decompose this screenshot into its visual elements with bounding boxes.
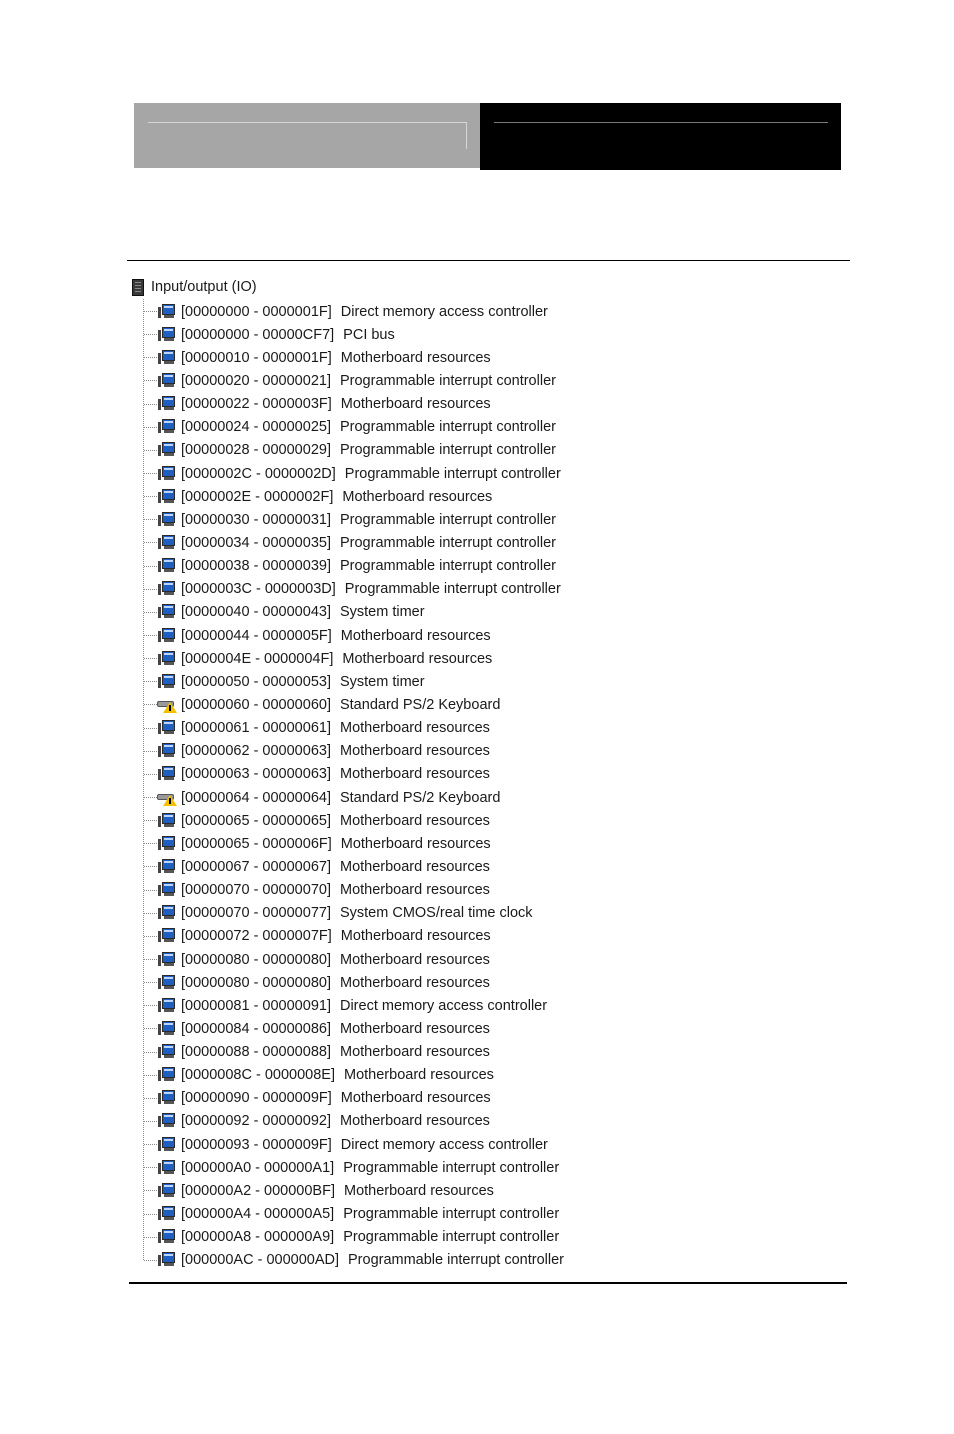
- tree-branch-line: [144, 982, 157, 983]
- system-device-icon: [158, 882, 176, 898]
- system-device-icon: [158, 1183, 176, 1199]
- tree-branch-line: [144, 1075, 157, 1076]
- tree-branch-line: [144, 473, 157, 474]
- system-device-icon: [158, 1229, 176, 1245]
- tree-root-io[interactable]: [132, 277, 257, 297]
- tree-item[interactable]: [127, 323, 564, 346]
- io-range: [00000060 - 00000060]: [181, 696, 331, 713]
- io-range: [00000081 - 00000091]: [181, 997, 331, 1014]
- tree-item[interactable]: [127, 809, 564, 832]
- header-left-banner: [134, 103, 480, 168]
- tree-branch-line: [144, 1167, 157, 1168]
- tree-item[interactable]: [127, 1156, 564, 1179]
- io-range: [00000034 - 00000035]: [181, 534, 331, 551]
- io-range: [00000092 - 00000092]: [181, 1113, 331, 1130]
- device-name: Direct memory access controller: [340, 1136, 548, 1153]
- system-device-icon: [158, 604, 176, 620]
- tree-item[interactable]: [127, 670, 564, 693]
- io-range: [000000AC - 000000AD]: [181, 1252, 339, 1269]
- io-range: [000000A0 - 000000A1]: [181, 1159, 335, 1176]
- tree-branch-line: [144, 820, 157, 821]
- io-range: [00000070 - 00000077]: [181, 905, 331, 922]
- tree-branch-line: [144, 1260, 157, 1261]
- tree-branch-line: [144, 890, 157, 891]
- tree-item[interactable]: [127, 855, 564, 878]
- tree-branch-line: [144, 797, 157, 798]
- system-device-icon: [158, 512, 176, 528]
- device-name: Programmable interrupt controller: [343, 1206, 560, 1223]
- tree-item[interactable]: [127, 832, 564, 855]
- system-device-icon: [158, 581, 176, 597]
- io-range: [000000A8 - 000000A9]: [181, 1229, 335, 1246]
- tree-items: [127, 300, 564, 1272]
- tree-branch-line: [144, 635, 157, 636]
- tree-item[interactable]: [127, 485, 564, 508]
- device-name: Motherboard resources: [339, 951, 490, 968]
- system-device-icon: [158, 928, 176, 944]
- device-name: Programmable interrupt controller: [344, 465, 561, 482]
- tree-branch-line: [144, 1144, 157, 1145]
- system-device-icon: [158, 1137, 176, 1153]
- device-name: PCI bus: [343, 326, 395, 343]
- tree-item[interactable]: [127, 300, 564, 323]
- system-device-icon: [158, 489, 176, 505]
- system-device-icon: [158, 1044, 176, 1060]
- io-range: [00000050 - 00000053]: [181, 673, 331, 690]
- system-device-icon: [158, 1113, 176, 1129]
- tree-branch-line: [144, 427, 157, 428]
- device-name: Standard PS/2 Keyboard: [339, 696, 501, 713]
- system-device-icon: [158, 998, 176, 1014]
- system-device-icon: [158, 975, 176, 991]
- device-name: Motherboard resources: [343, 1182, 494, 1199]
- io-range: [00000065 - 0000006F]: [181, 835, 332, 852]
- tree-branch-line: [144, 1098, 157, 1099]
- io-range: [00000063 - 00000063]: [181, 766, 331, 783]
- device-name: Programmable interrupt controller: [339, 534, 556, 551]
- tree-branch-line: [144, 1005, 157, 1006]
- tree-item[interactable]: [127, 1087, 564, 1110]
- system-device-icon: [158, 836, 176, 852]
- tree-item[interactable]: [127, 439, 564, 462]
- device-manager-tree: [127, 275, 607, 1270]
- tree-item[interactable]: [127, 1110, 564, 1133]
- system-device-icon: [158, 1206, 176, 1222]
- tree-branch-line: [144, 519, 157, 520]
- tree-branch-line: [144, 843, 157, 844]
- tree-item[interactable]: [127, 393, 564, 416]
- device-name: Programmable interrupt controller: [339, 442, 556, 459]
- io-range: [00000070 - 00000070]: [181, 882, 331, 899]
- tree-branch-line: [144, 496, 157, 497]
- tree-branch-line: [144, 1190, 157, 1191]
- device-name: Motherboard resources: [339, 1020, 490, 1037]
- io-range: [00000080 - 00000080]: [181, 974, 331, 991]
- io-range: [0000002E - 0000002F]: [181, 488, 334, 505]
- tree-branch-line: [144, 1121, 157, 1122]
- tree-branch-line: [144, 404, 157, 405]
- device-name: Motherboard resources: [339, 1044, 490, 1061]
- device-name: Motherboard resources: [340, 1090, 491, 1107]
- device-name: Programmable interrupt controller: [344, 581, 561, 598]
- io-range: [0000008C - 0000008E]: [181, 1067, 335, 1084]
- tree-item[interactable]: [127, 624, 564, 647]
- tree-item[interactable]: [127, 693, 564, 716]
- tree-branch-line: [144, 357, 157, 358]
- io-range: [00000010 - 0000001F]: [181, 349, 332, 366]
- io-range: [00000000 - 0000001F]: [181, 303, 332, 320]
- io-range: [00000020 - 00000021]: [181, 372, 331, 389]
- device-name: Motherboard resources: [339, 766, 490, 783]
- device-name: System timer: [339, 673, 425, 690]
- keyboard-warning-icon: [157, 790, 177, 806]
- device-name: Motherboard resources: [339, 812, 490, 829]
- tree-item[interactable]: [127, 647, 564, 670]
- device-name: Motherboard resources: [339, 720, 490, 737]
- tree-branch-line: [144, 959, 157, 960]
- tree-item[interactable]: [127, 1179, 564, 1202]
- io-range: [00000030 - 00000031]: [181, 511, 331, 528]
- io-range: [00000090 - 0000009F]: [181, 1090, 332, 1107]
- io-range: [00000093 - 0000009F]: [181, 1136, 332, 1153]
- tree-item[interactable]: [127, 369, 564, 392]
- device-name: Programmable interrupt controller: [339, 419, 556, 436]
- io-range: [00000040 - 00000043]: [181, 604, 331, 621]
- io-range: [000000A4 - 000000A5]: [181, 1206, 335, 1223]
- io-range: [00000038 - 00000039]: [181, 558, 331, 575]
- tree-item[interactable]: [127, 1226, 564, 1249]
- header-left-decoration: [148, 122, 467, 149]
- tree-branch-line: [144, 1214, 157, 1215]
- system-device-icon: [158, 419, 176, 435]
- tree-item[interactable]: [127, 740, 564, 763]
- system-device-icon: [158, 558, 176, 574]
- tree-item[interactable]: [127, 555, 564, 578]
- device-name: Motherboard resources: [342, 650, 493, 667]
- device-name: Motherboard resources: [339, 1113, 490, 1130]
- tree-root-label: Input/output (IO): [151, 279, 257, 295]
- tree-item[interactable]: [127, 902, 564, 925]
- system-device-icon: [158, 628, 176, 644]
- io-range: [00000061 - 00000061]: [181, 720, 331, 737]
- tree-item[interactable]: [127, 1202, 564, 1225]
- tree-item[interactable]: [127, 462, 564, 485]
- device-name: Motherboard resources: [339, 858, 490, 875]
- device-name: Programmable interrupt controller: [348, 1252, 564, 1269]
- tree-item[interactable]: [127, 786, 564, 809]
- tree-item[interactable]: [127, 346, 564, 369]
- system-device-icon: [158, 1067, 176, 1083]
- tree-item[interactable]: [127, 879, 564, 902]
- system-device-icon: [158, 373, 176, 389]
- tree-item[interactable]: [127, 601, 564, 624]
- tree-item[interactable]: [127, 1017, 564, 1040]
- tree-item[interactable]: [127, 994, 564, 1017]
- io-range: [00000022 - 0000003F]: [181, 396, 332, 413]
- device-name: Programmable interrupt controller: [339, 558, 556, 575]
- io-range: [00000088 - 00000088]: [181, 1044, 331, 1061]
- system-device-icon: [158, 766, 176, 782]
- system-device-icon: [158, 859, 176, 875]
- io-range: [00000028 - 00000029]: [181, 442, 331, 459]
- io-range: [0000002C - 0000002D]: [181, 465, 336, 482]
- system-device-icon: [158, 1160, 176, 1176]
- tree-branch-line: [144, 311, 157, 312]
- io-range: [00000044 - 0000005F]: [181, 627, 332, 644]
- device-name: Programmable interrupt controller: [339, 511, 556, 528]
- system-device-icon: [158, 1090, 176, 1106]
- device-name: Motherboard resources: [340, 349, 491, 366]
- tree-branch-line: [144, 1052, 157, 1053]
- tree-branch-line: [144, 542, 157, 543]
- tree-item[interactable]: [127, 416, 564, 439]
- tree-branch-line: [144, 450, 157, 451]
- system-device-icon: [158, 1021, 176, 1037]
- system-device-icon: [158, 813, 176, 829]
- io-range: [00000024 - 00000025]: [181, 419, 331, 436]
- system-device-icon: [158, 905, 176, 921]
- tree-branch-line: [144, 681, 157, 682]
- tree-branch-line: [144, 612, 157, 613]
- system-device-icon: [158, 1252, 176, 1268]
- system-device-icon: [158, 396, 176, 412]
- io-range: [0000004E - 0000004F]: [181, 650, 334, 667]
- tree-branch-line: [144, 658, 157, 659]
- tree-branch-line: [144, 380, 157, 381]
- device-name: Motherboard resources: [344, 1067, 494, 1084]
- top-divider: [127, 260, 850, 261]
- system-device-icon: [158, 535, 176, 551]
- io-range: [00000080 - 00000080]: [181, 951, 331, 968]
- tree-branch-line: [144, 866, 157, 867]
- tree-item[interactable]: [127, 717, 564, 740]
- tree-item[interactable]: [127, 531, 564, 554]
- io-category-icon: [132, 279, 144, 296]
- system-device-icon: [158, 350, 176, 366]
- system-device-icon: [158, 327, 176, 343]
- device-name: Motherboard resources: [340, 396, 491, 413]
- header-right-banner: [480, 103, 841, 170]
- bottom-divider: [129, 1282, 847, 1284]
- device-name: Motherboard resources: [342, 488, 493, 505]
- tree-item[interactable]: [127, 1041, 564, 1064]
- device-name: Motherboard resources: [339, 743, 490, 760]
- tree-branch-line: [144, 566, 157, 567]
- tree-branch-line: [144, 936, 157, 937]
- io-range: [00000000 - 00000CF7]: [181, 326, 335, 343]
- device-name: Standard PS/2 Keyboard: [339, 789, 501, 806]
- io-range: [00000067 - 00000067]: [181, 858, 331, 875]
- device-name: Direct memory access controller: [340, 303, 548, 320]
- device-name: Programmable interrupt controller: [343, 1229, 560, 1246]
- tree-item[interactable]: [127, 1249, 564, 1272]
- system-device-icon: [158, 651, 176, 667]
- device-name: Motherboard resources: [340, 928, 491, 945]
- tree-branch-line: [144, 751, 157, 752]
- device-name: System CMOS/real time clock: [339, 905, 533, 922]
- io-range: [00000072 - 0000007F]: [181, 928, 332, 945]
- tree-item[interactable]: [127, 925, 564, 948]
- tree-item[interactable]: [127, 948, 564, 971]
- system-device-icon: [158, 442, 176, 458]
- device-name: Motherboard resources: [340, 835, 491, 852]
- tree-item[interactable]: [127, 578, 564, 601]
- device-name: Motherboard resources: [339, 974, 490, 991]
- system-device-icon: [158, 743, 176, 759]
- system-device-icon: [158, 720, 176, 736]
- tree-branch-line: [144, 589, 157, 590]
- tree-branch-line: [144, 1028, 157, 1029]
- io-range: [00000065 - 00000065]: [181, 812, 331, 829]
- tree-item[interactable]: [127, 763, 564, 786]
- device-name: Direct memory access controller: [339, 997, 548, 1014]
- tree-branch-line: [144, 913, 157, 914]
- tree-item[interactable]: [127, 508, 564, 531]
- device-name: Motherboard resources: [339, 882, 490, 899]
- tree-item[interactable]: [127, 1133, 564, 1156]
- device-name: System timer: [339, 604, 425, 621]
- system-device-icon: [158, 304, 176, 320]
- tree-item[interactable]: [127, 1064, 564, 1087]
- system-device-icon: [158, 952, 176, 968]
- tree-branch-line: [144, 1237, 157, 1238]
- io-range: [0000003C - 0000003D]: [181, 581, 336, 598]
- device-name: Programmable interrupt controller: [339, 372, 556, 389]
- keyboard-warning-icon: [157, 697, 177, 713]
- tree-branch-line: [144, 334, 157, 335]
- header-right-decoration: [494, 122, 828, 123]
- io-range: [00000062 - 00000063]: [181, 743, 331, 760]
- tree-branch-line: [144, 704, 157, 705]
- io-range: [000000A2 - 000000BF]: [181, 1182, 335, 1199]
- tree-branch-line: [144, 728, 157, 729]
- tree-branch-line: [144, 774, 157, 775]
- system-device-icon: [158, 674, 176, 690]
- device-name: Programmable interrupt controller: [343, 1159, 560, 1176]
- io-range: [00000064 - 00000064]: [181, 789, 331, 806]
- device-name: Motherboard resources: [340, 627, 491, 644]
- io-range: [00000084 - 00000086]: [181, 1020, 331, 1037]
- system-device-icon: [158, 466, 176, 482]
- tree-item[interactable]: [127, 971, 564, 994]
